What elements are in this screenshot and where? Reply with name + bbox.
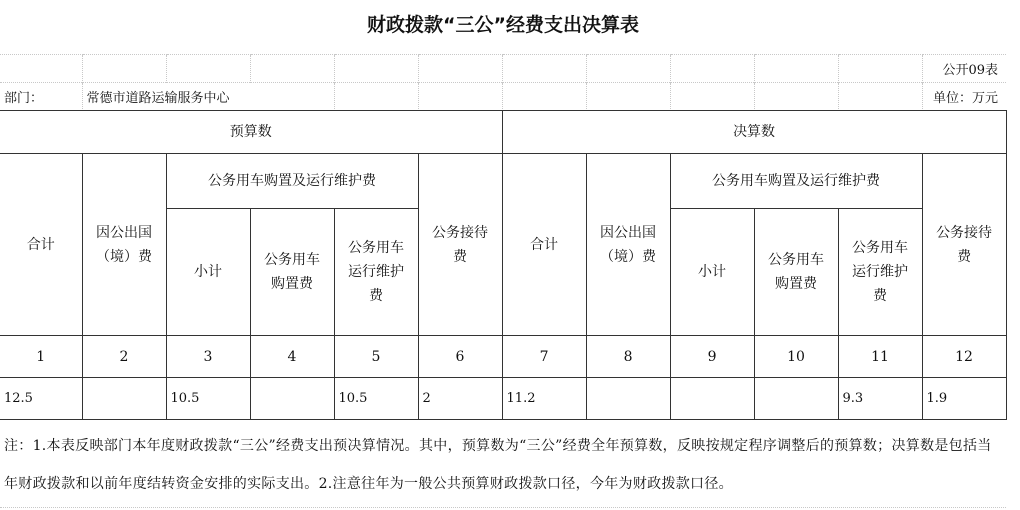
value-cell xyxy=(82,378,166,420)
budget-reception-header: 公务接待 费 xyxy=(418,154,502,336)
column-number: 4 xyxy=(250,336,334,378)
value-cell: 12.5 xyxy=(0,378,82,420)
column-number: 6 xyxy=(418,336,502,378)
actual-reception-header: 公务接待 费 xyxy=(922,154,1006,336)
value-cell xyxy=(250,378,334,420)
column-number: 9 xyxy=(670,336,754,378)
column-number: 1 xyxy=(0,336,82,378)
table-row xyxy=(0,378,1006,420)
actual-abroad-header: 因公出国 （境）费 xyxy=(586,154,670,336)
page-title: 财政拨款“三公”经费支出决算表 xyxy=(367,14,639,36)
actual-operation-header: 公务用车 运行维护 费 xyxy=(838,209,922,336)
value-cell xyxy=(754,378,838,420)
value-cell xyxy=(670,378,754,420)
value-cell: 2 xyxy=(418,378,502,420)
footnote xyxy=(0,419,1006,508)
value-cell xyxy=(586,378,670,420)
column-number: 5 xyxy=(334,336,418,378)
budget-purchase-header: 公务用车 购置费 xyxy=(250,209,334,336)
column-number: 12 xyxy=(922,336,1006,378)
footnote-text: 注：1.本表反映部门本年度财政拨款“三公”经费支出预决算情况。其中，预算数为“三公”经费全年预算数，反映按规定程序调整后的预算数；决算数是包括当年财政拨款和以前年度结转资金安排的实际支出。2.注意往年为一般公共预算财政拨款口径，今年为财政拨款口径。 xyxy=(4,438,992,492)
actual-header: 决算数 xyxy=(502,111,1006,154)
budget-header: 预算数 xyxy=(0,111,502,154)
column-number: 3 xyxy=(166,336,250,378)
budget-vehicle-group-header: 公务用车购置及运行维护费 xyxy=(166,154,418,209)
expense-table xyxy=(0,110,1007,420)
budget-subtotal-header: 小计 xyxy=(166,209,250,336)
column-number: 2 xyxy=(82,336,166,378)
budget-abroad-header: 因公出国 （境）费 xyxy=(82,154,166,336)
actual-vehicle-group-header: 公务用车购置及运行维护费 xyxy=(670,154,922,209)
unit-label: 单位：万元 xyxy=(922,83,1006,111)
value-cell: 10.5 xyxy=(166,378,250,420)
actual-total-header: 合计 xyxy=(502,154,586,336)
column-number: 8 xyxy=(586,336,670,378)
budget-operation-header: 公务用车 运行维护 费 xyxy=(334,209,418,336)
department-name: 常德市道路运输服务中心 xyxy=(82,83,334,111)
actual-subtotal-header: 小计 xyxy=(670,209,754,336)
department-label: 部门： xyxy=(0,83,82,111)
header-info-grid xyxy=(0,54,1006,111)
value-cell: 11.2 xyxy=(502,378,586,420)
column-number: 11 xyxy=(838,336,922,378)
value-cell: 9.3 xyxy=(838,378,922,420)
budget-total-header: 合计 xyxy=(0,154,82,336)
value-cell: 10.5 xyxy=(334,378,418,420)
column-number: 7 xyxy=(502,336,586,378)
column-number: 10 xyxy=(754,336,838,378)
form-code: 公开09表 xyxy=(922,55,1006,83)
actual-purchase-header: 公务用车 购置费 xyxy=(754,209,838,336)
value-cell: 1.9 xyxy=(922,378,1006,420)
column-number-row xyxy=(0,336,1006,378)
